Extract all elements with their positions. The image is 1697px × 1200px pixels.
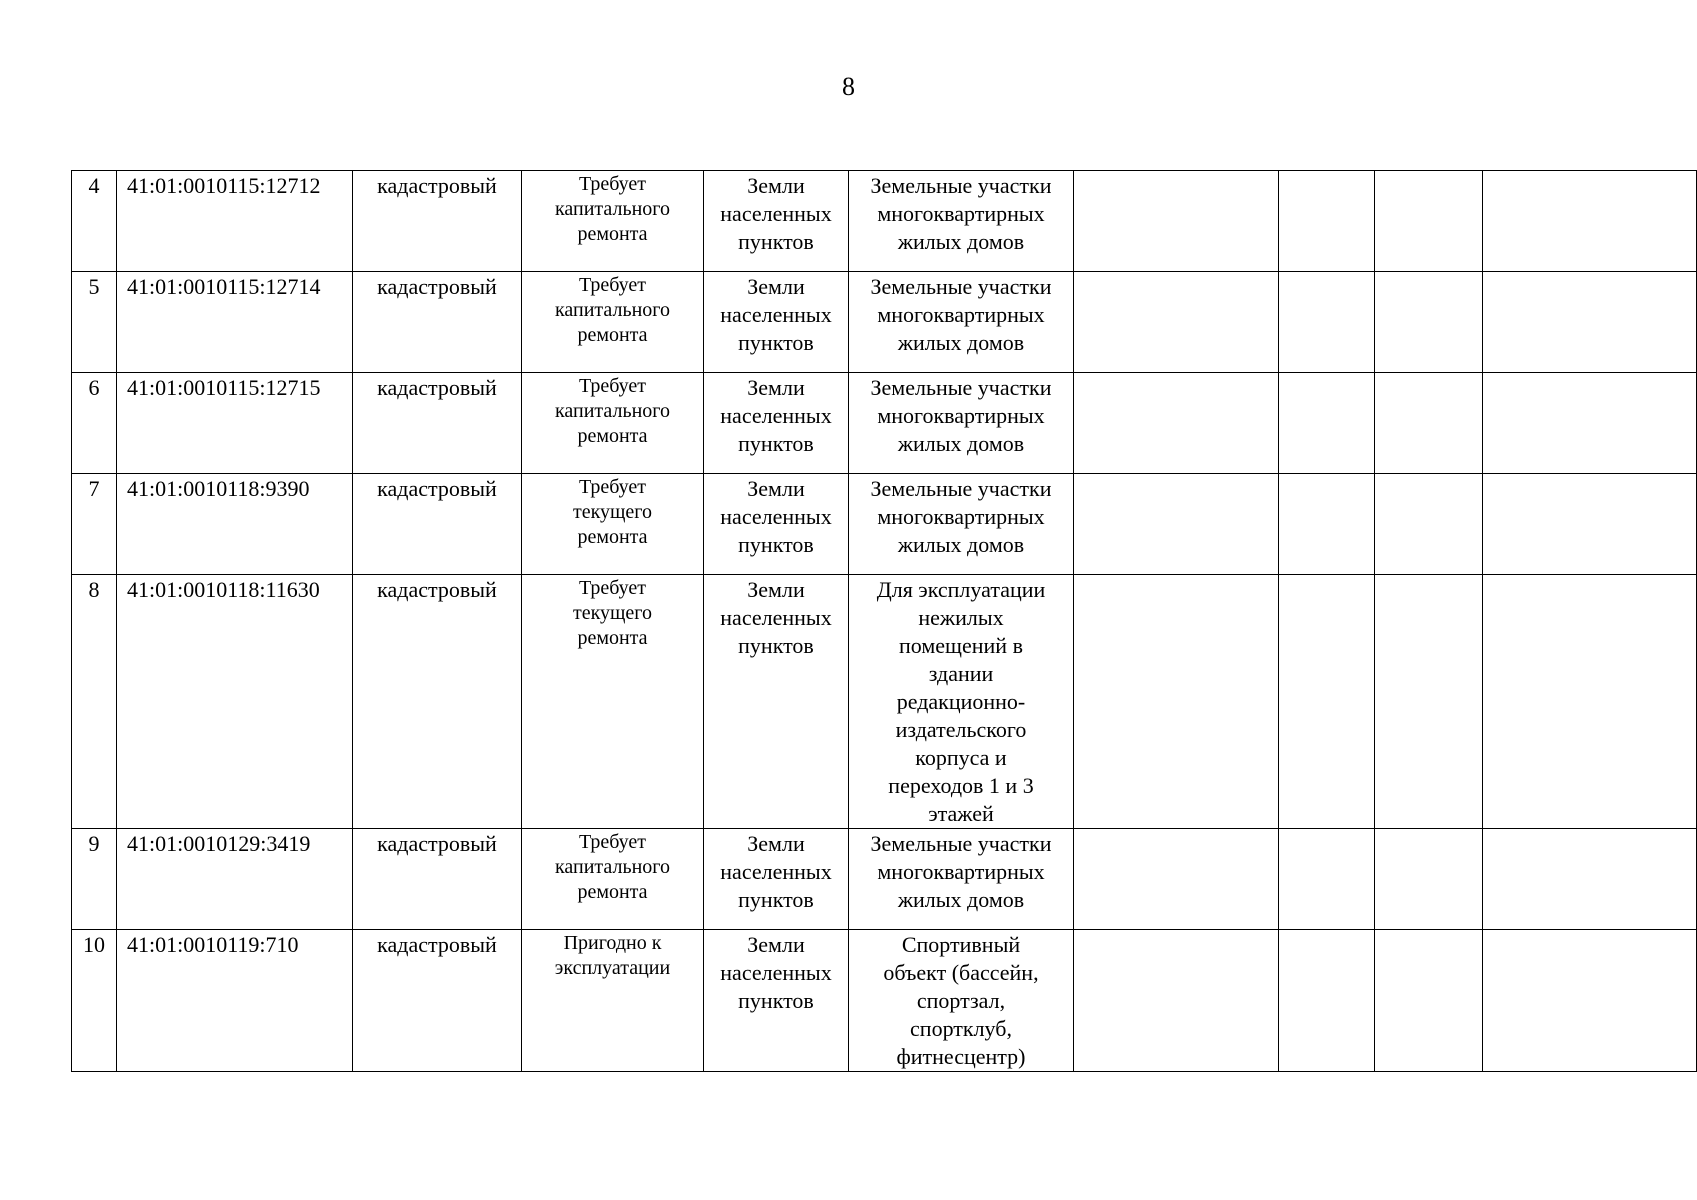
empty-cell (1483, 373, 1697, 474)
empty-cell (1483, 272, 1697, 373)
row-number-cell: 8 (72, 575, 117, 829)
row-number-cell: 9 (72, 829, 117, 930)
table-row (72, 474, 1697, 575)
empty-cell (1375, 272, 1483, 373)
number-type-cell: кадастровый (353, 474, 522, 575)
permitted-use-text: Спортивный объект (бассейн, спортзал, спортклуб, фитнесцентр) (883, 932, 1039, 1069)
land-category-text: Земли населенных пунктов (720, 831, 832, 912)
empty-cell (1279, 575, 1375, 829)
cadastral-number-cell: 41:01:0010115:12715 (117, 373, 353, 474)
empty-cell (1074, 171, 1279, 272)
row-number-cell: 10 (72, 930, 117, 1072)
permitted-use-cell (849, 930, 1074, 1072)
land-category-cell (704, 171, 849, 272)
cadastral-number-cell: 41:01:0010129:3419 (117, 829, 353, 930)
condition-cell (522, 474, 704, 575)
empty-cell (1375, 171, 1483, 272)
empty-cell (1279, 373, 1375, 474)
cadastral-number-cell: 41:01:0010118:9390 (117, 474, 353, 575)
cadastral-number-cell: 41:01:0010119:710 (117, 930, 353, 1072)
row-number-cell: 6 (72, 373, 117, 474)
row-number-cell: 7 (72, 474, 117, 575)
land-category-text: Земли населенных пунктов (720, 932, 832, 1013)
permitted-use-text: Земельные участки многоквартирных жилых домов (870, 831, 1052, 912)
empty-cell (1483, 171, 1697, 272)
condition-text: Требует текущего ремонта (572, 577, 653, 649)
land-category-cell (704, 930, 849, 1072)
permitted-use-cell (849, 171, 1074, 272)
condition-cell (522, 930, 704, 1072)
cadastral-number-cell: 41:01:0010118:11630 (117, 575, 353, 829)
permitted-use-text: Земельные участки многоквартирных жилых домов (870, 173, 1052, 254)
permitted-use-text: Земельные участки многоквартирных жилых домов (870, 375, 1052, 456)
number-type-cell: кадастровый (353, 373, 522, 474)
condition-text: Требует капитального ремонта (555, 375, 670, 447)
empty-cell (1483, 474, 1697, 575)
land-category-cell (704, 373, 849, 474)
empty-cell (1279, 171, 1375, 272)
table-row (72, 930, 1697, 1072)
condition-cell (522, 373, 704, 474)
condition-cell (522, 272, 704, 373)
cadastral-number-cell: 41:01:0010115:12712 (117, 171, 353, 272)
empty-cell (1279, 930, 1375, 1072)
condition-cell (522, 829, 704, 930)
condition-text: Требует капитального ремонта (555, 274, 670, 346)
table-row (72, 575, 1697, 829)
empty-cell (1279, 829, 1375, 930)
empty-cell (1375, 474, 1483, 575)
empty-cell (1375, 930, 1483, 1072)
empty-cell (1375, 373, 1483, 474)
empty-cell (1483, 829, 1697, 930)
condition-text: Пригодно к эксплуатации (554, 932, 671, 979)
land-plots-table (71, 170, 1697, 1072)
land-category-text: Земли населенных пунктов (720, 173, 832, 254)
row-number-cell: 5 (72, 272, 117, 373)
land-category-cell (704, 575, 849, 829)
empty-cell (1483, 575, 1697, 829)
land-category-cell (704, 474, 849, 575)
condition-cell (522, 171, 704, 272)
condition-cell (522, 575, 704, 829)
empty-cell (1074, 272, 1279, 373)
permitted-use-cell (849, 474, 1074, 575)
empty-cell (1279, 474, 1375, 575)
number-type-cell: кадастровый (353, 171, 522, 272)
empty-cell (1074, 474, 1279, 575)
condition-text: Требует капитального ремонта (555, 831, 670, 903)
empty-cell (1279, 272, 1375, 373)
permitted-use-text: Земельные участки многоквартирных жилых домов (870, 476, 1052, 557)
empty-cell (1483, 930, 1697, 1072)
permitted-use-cell (849, 575, 1074, 829)
number-type-cell: кадастровый (353, 575, 522, 829)
table-row (72, 373, 1697, 474)
empty-cell (1375, 575, 1483, 829)
row-number-cell: 4 (72, 171, 117, 272)
permitted-use-text: Для эксплуатации нежилых помещений в здании редакционно- издательского корпуса и переходов 1 и 3 этажей (876, 577, 1046, 826)
empty-cell (1074, 575, 1279, 829)
table-row (72, 171, 1697, 272)
page-number: 8 (842, 72, 855, 101)
land-category-cell (704, 272, 849, 373)
condition-text: Требует капитального ремонта (555, 173, 670, 245)
empty-cell (1074, 930, 1279, 1072)
number-type-cell: кадастровый (353, 829, 522, 930)
permitted-use-text: Земельные участки многоквартирных жилых домов (870, 274, 1052, 355)
land-category-text: Земли населенных пунктов (720, 375, 832, 456)
number-type-cell: кадастровый (353, 272, 522, 373)
table-row (72, 272, 1697, 373)
land-category-cell (704, 829, 849, 930)
land-category-text: Земли населенных пунктов (720, 476, 832, 557)
permitted-use-cell (849, 272, 1074, 373)
empty-cell (1375, 829, 1483, 930)
empty-cell (1074, 373, 1279, 474)
number-type-cell: кадастровый (353, 930, 522, 1072)
condition-text: Требует текущего ремонта (572, 476, 653, 548)
cadastral-number-cell: 41:01:0010115:12714 (117, 272, 353, 373)
land-category-text: Земли населенных пунктов (720, 577, 832, 658)
land-category-text: Земли населенных пунктов (720, 274, 832, 355)
table-row (72, 829, 1697, 930)
permitted-use-cell (849, 829, 1074, 930)
empty-cell (1074, 829, 1279, 930)
permitted-use-cell (849, 373, 1074, 474)
